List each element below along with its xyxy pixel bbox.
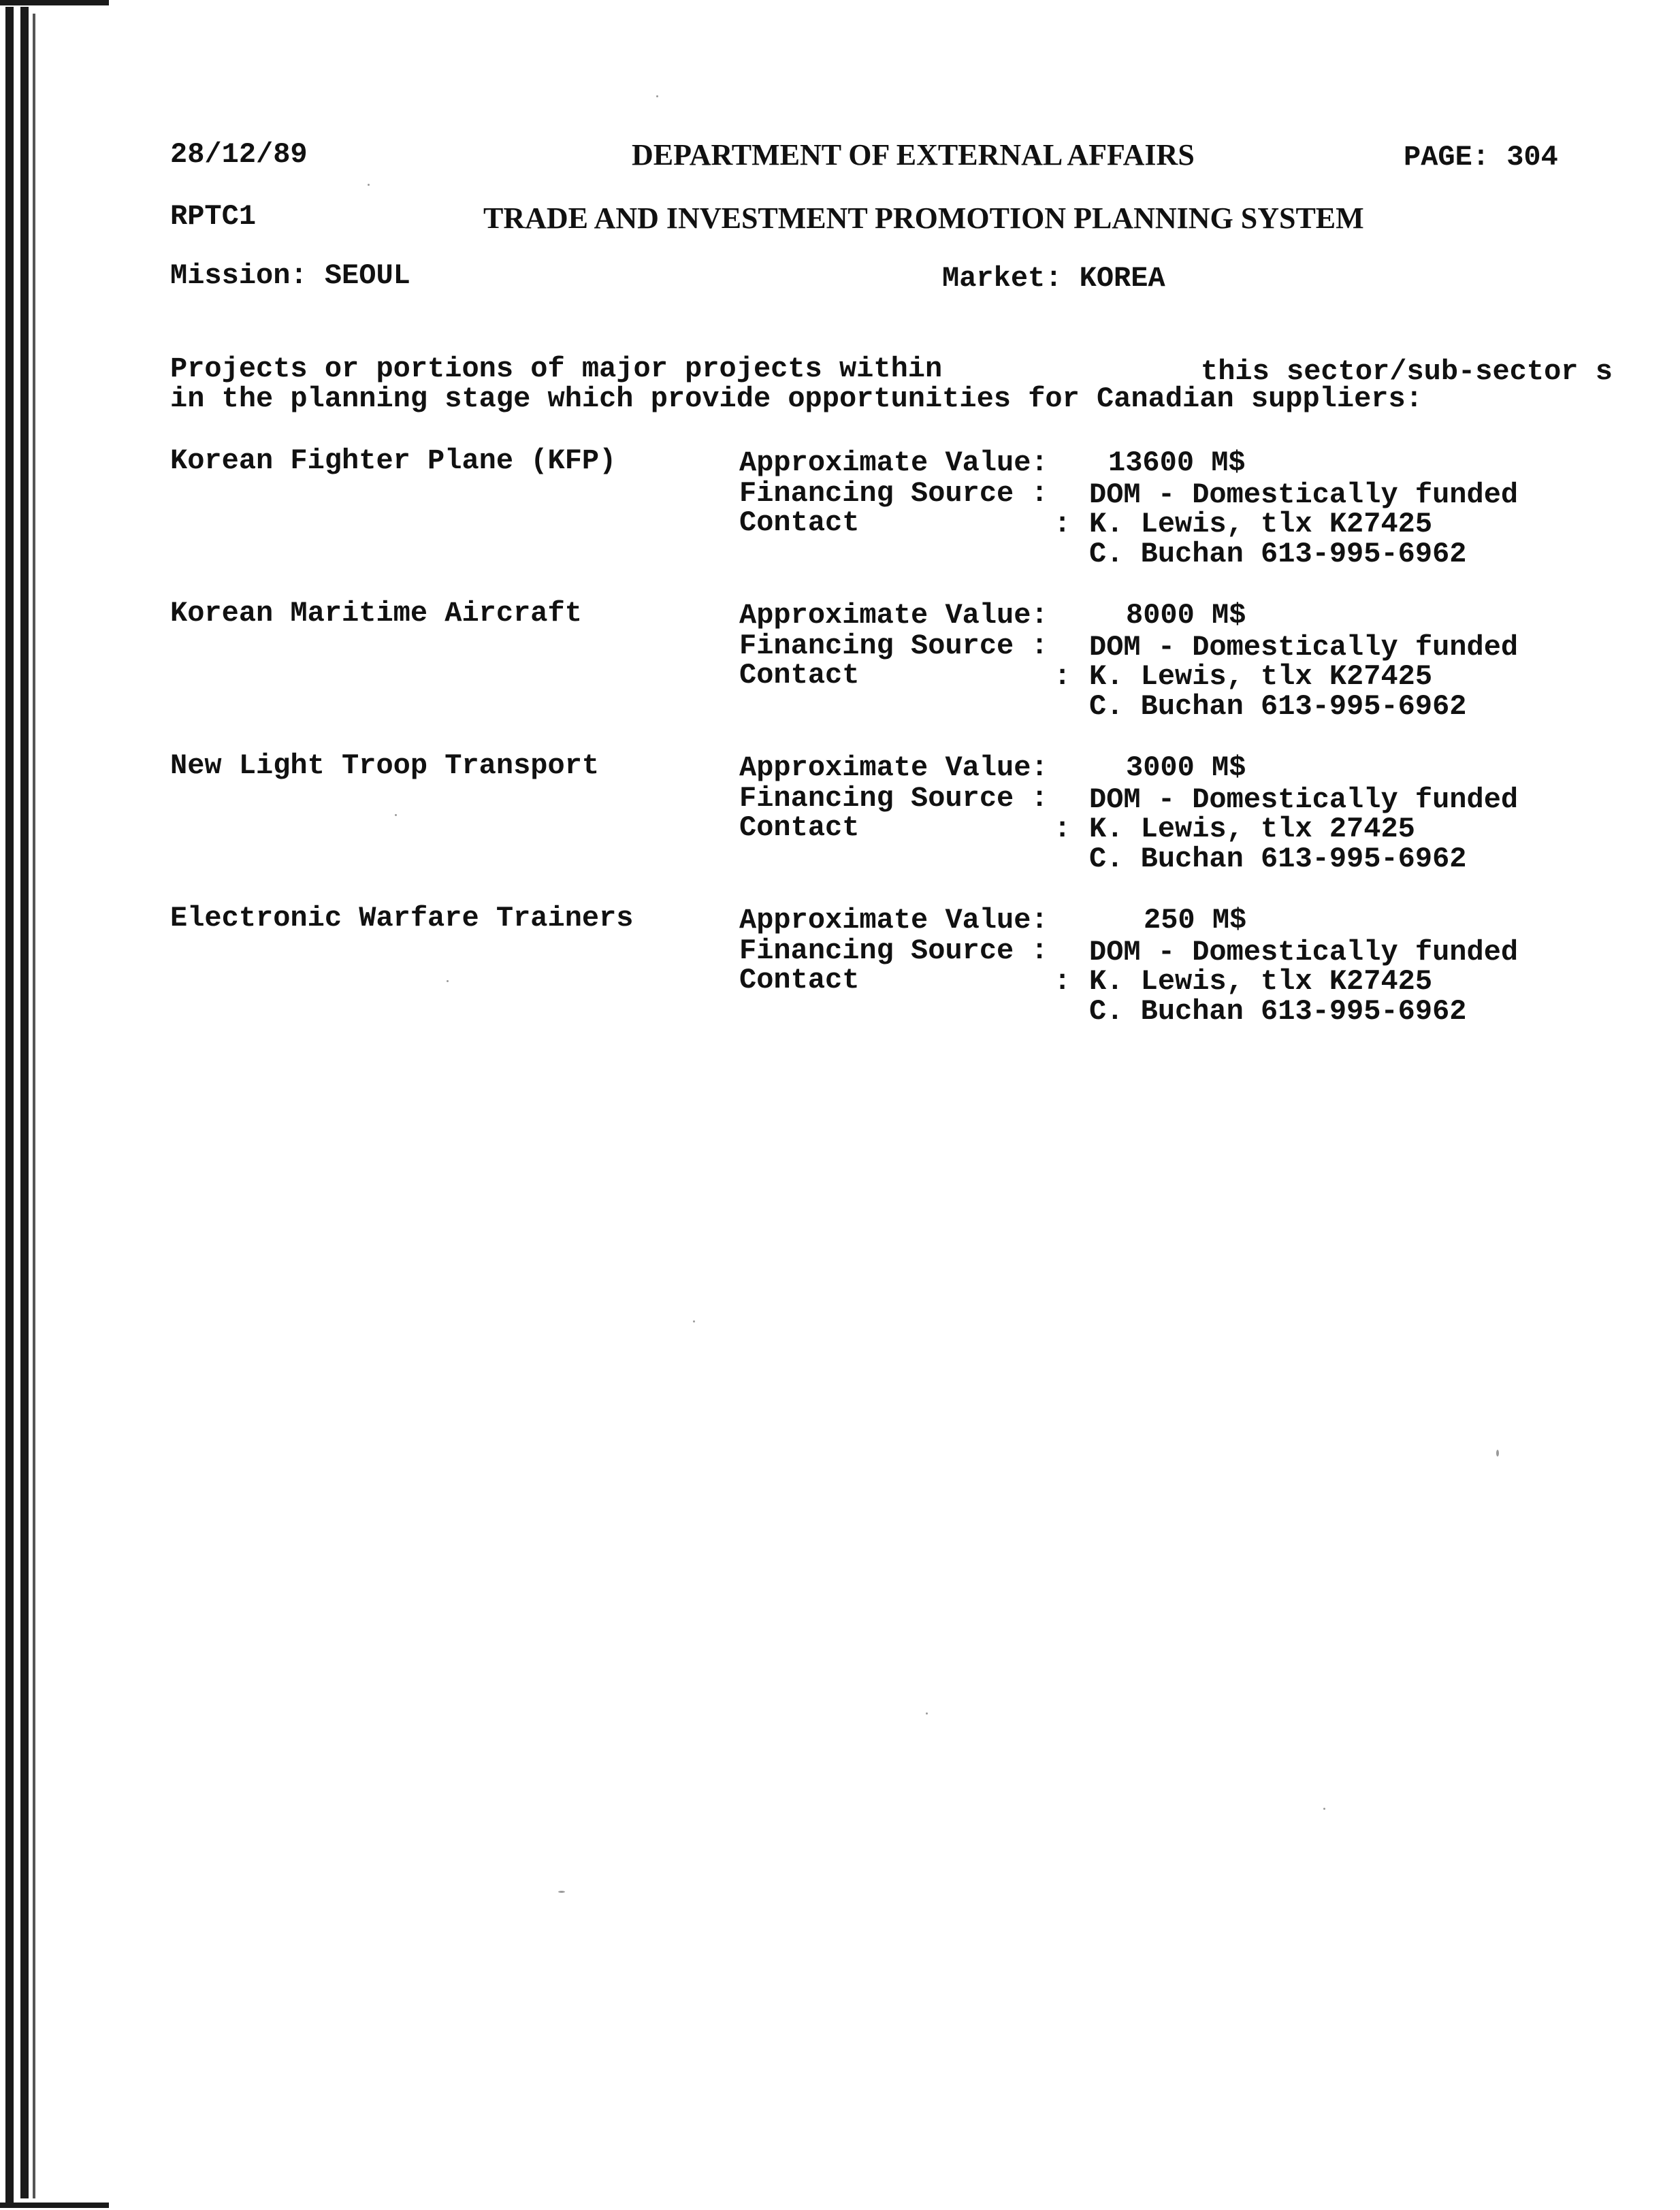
scan-speck	[1323, 1808, 1325, 1810]
intro-line-2: in the planning stage which provide opportunities for Canadian suppliers:	[170, 383, 1423, 415]
project-name: New Light Troop Transport	[170, 749, 600, 782]
financing-value: DOM - Domestically funded	[1089, 936, 1519, 969]
financing-value: DOM - Domestically funded	[1089, 631, 1519, 664]
contact-label: Contact	[739, 506, 860, 539]
system-title: TRADE AND INVESTMENT PROMOTION PLANNING SYSTEM	[483, 201, 1364, 235]
scan-speck	[926, 1712, 928, 1715]
value-amount: 8000 M$	[1126, 599, 1246, 632]
contact-primary: K. Lewis, tlx K27425	[1089, 965, 1433, 998]
value-amount: 13600 M$	[1108, 446, 1246, 479]
binding-bar	[20, 7, 29, 2198]
financing-value: DOM - Domestically funded	[1089, 783, 1519, 816]
contact-secondary: C. Buchan 613-995-6962	[1089, 538, 1467, 570]
value-label: Approximate Value:	[739, 904, 1048, 937]
binding-top-line	[0, 0, 109, 5]
financing-label: Financing Source :	[739, 630, 1048, 662]
scan-speck	[447, 980, 449, 982]
financing-label: Financing Source :	[739, 935, 1048, 967]
binding-bar	[5, 7, 14, 2205]
contact-secondary: C. Buchan 613-995-6962	[1089, 995, 1467, 1028]
contact-colon: :	[1054, 813, 1071, 845]
page-number: PAGE: 304	[1404, 141, 1558, 174]
intro-line-1-right: this sector/sub-sector s	[1201, 355, 1613, 388]
scan-speck	[368, 184, 370, 186]
scan-speck	[656, 95, 658, 97]
mission-label: Mission: SEOUL	[170, 259, 410, 292]
report-date: 28/12/89	[170, 138, 308, 171]
contact-secondary: C. Buchan 613-995-6962	[1089, 690, 1467, 723]
contact-colon: :	[1054, 965, 1071, 998]
value-label: Approximate Value:	[739, 446, 1048, 479]
project-name: Electronic Warfare Trainers	[170, 902, 634, 935]
contact-secondary: C. Buchan 613-995-6962	[1089, 843, 1467, 875]
scan-speck	[693, 1320, 695, 1322]
project-name: Korean Fighter Plane (KFP)	[170, 444, 617, 477]
binding-bar	[33, 14, 35, 2198]
value-label: Approximate Value:	[739, 599, 1048, 632]
contact-primary: K. Lewis, tlx K27425	[1089, 660, 1433, 693]
market-label: Market: KOREA	[942, 262, 1165, 295]
contact-label: Contact	[739, 964, 860, 996]
contact-colon: :	[1054, 660, 1071, 693]
scan-binding-edge	[0, 0, 42, 2210]
contact-label: Contact	[739, 811, 860, 844]
department-title: DEPARTMENT OF EXTERNAL AFFAIRS	[632, 138, 1195, 172]
contact-colon: :	[1054, 508, 1071, 540]
value-label: Approximate Value:	[739, 751, 1048, 784]
project-name: Korean Maritime Aircraft	[170, 597, 582, 630]
contact-primary: K. Lewis, tlx 27425	[1089, 813, 1415, 845]
value-amount: 3000 M$	[1126, 751, 1246, 784]
binding-bottom-line	[0, 2203, 109, 2208]
intro-line-1-left: Projects or portions of major projects within	[170, 353, 943, 385]
scan-speck	[1496, 1450, 1499, 1457]
scan-speck	[395, 814, 397, 816]
contact-primary: K. Lewis, tlx K27425	[1089, 508, 1433, 540]
report-code: RPTC1	[170, 200, 257, 233]
financing-value: DOM - Domestically funded	[1089, 478, 1519, 511]
financing-label: Financing Source :	[739, 782, 1048, 815]
scan-speck	[558, 1891, 565, 1893]
value-amount: 250 M$	[1144, 904, 1247, 937]
financing-label: Financing Source :	[739, 477, 1048, 510]
contact-label: Contact	[739, 659, 860, 692]
